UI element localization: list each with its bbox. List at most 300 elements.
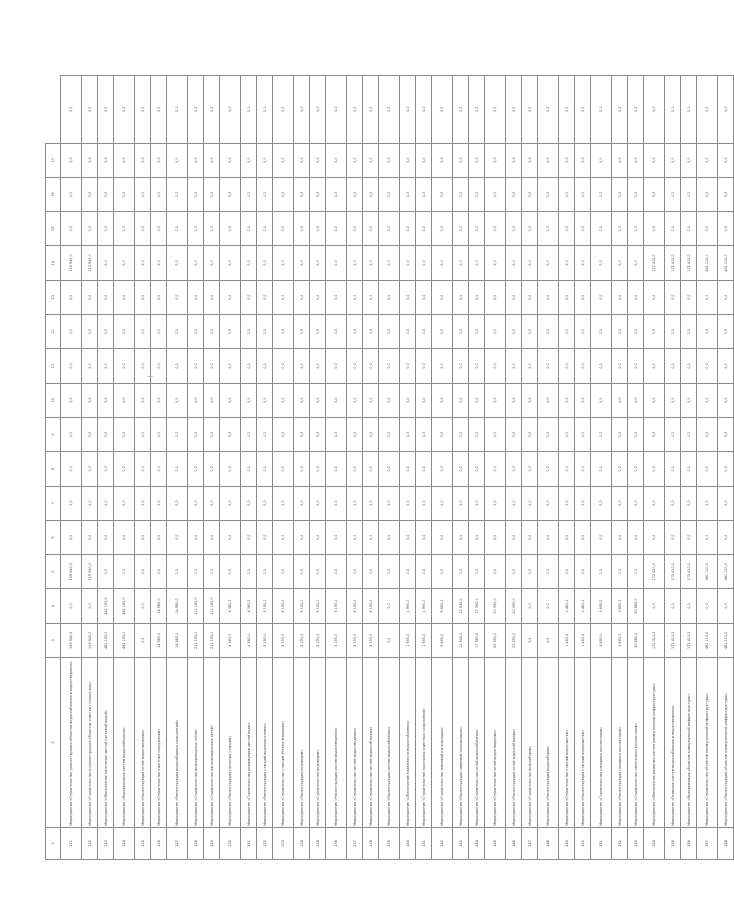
value-cell: 0,0 [151,76,167,144]
value-cell: 0,0 [273,143,294,177]
value-cell: 0,0 [326,555,347,589]
value-cell: 0,0 [681,452,697,486]
value-cell: 0,0 [559,383,575,417]
value-cell: 159 940,0 [61,555,82,589]
value-cell: 0,0 [538,589,559,623]
value-cell: 0,0 [241,452,257,486]
value-cell: 0,0 [204,452,220,486]
row-code: 137 [347,828,363,860]
value-cell: 1 990,0 [416,589,432,623]
value-cell: 0,0 [416,555,432,589]
value-cell: 0,0 [98,315,114,349]
value-cell: 0,0 [718,417,734,451]
value-cell: 5 190,0 [363,623,379,657]
value-cell: 0,0 [681,520,697,554]
value-cell: 0,0 [220,383,241,417]
value-cell: 0,0 [151,280,167,314]
row-code: 129 [204,828,220,860]
value-cell: 0,0 [485,383,506,417]
value-cell: 0,0 [485,417,506,451]
row-description: Мероприятие «Реконструкция систем водоотведения» [326,658,347,828]
value-cell: 0,0 [151,246,167,280]
value-cell: 0,0 [379,486,400,520]
row-description: Мероприятие «Реконструкция водоводов» [294,658,310,828]
value-cell: 0,0 [432,143,453,177]
value-cell: 0,0 [718,349,734,383]
value-cell: 0,0 [644,417,665,451]
row-description: Мероприятие «Строительство водозаборов» [522,658,538,828]
value-cell: 0,0 [522,623,538,657]
value-cell: 0,0 [188,246,204,280]
value-cell: 20 390,0 [485,623,506,657]
row-code: 148 [538,828,559,860]
value-cell: 0,0 [432,212,453,246]
value-cell: 0,0 [135,315,151,349]
row-description: Мероприятие «Развитие систем водоснабжения и водоотведения» [665,658,681,828]
value-cell: 0,0 [310,177,326,211]
value-cell: 0,0 [506,177,522,211]
value-cell: 0,0 [135,589,151,623]
row-description: Мероприятие «Строительство канализационных сетей» [204,658,220,828]
value-cell: 0,0 [416,349,432,383]
value-cell: 0,0 [294,452,310,486]
value-cell: 0,0 [257,280,273,314]
value-cell: 0,0 [151,383,167,417]
value-cell: 0,0 [522,212,538,246]
value-cell: 0,0 [379,520,400,554]
value-cell: 0,0 [628,520,644,554]
value-cell: 0,0 [559,76,575,144]
value-cell: 0,0 [82,177,98,211]
value-cell: 0,0 [135,349,151,383]
value-cell: 0,0 [575,315,591,349]
value-cell: 0,0 [379,589,400,623]
value-cell: 0,0 [697,383,718,417]
row-code: 153 [628,828,644,860]
value-cell: 0,0 [612,177,628,211]
value-cell: 0,0 [310,280,326,314]
value-cell: 0,0 [326,246,347,280]
value-cell: 0,0 [135,212,151,246]
value-cell: 0,0 [82,315,98,349]
value-cell: 0,0 [538,555,559,589]
value-cell: 0,0 [697,212,718,246]
value-cell: 0,0 [612,349,628,383]
value-cell: 0,0 [628,246,644,280]
value-cell: 0,0 [347,486,363,520]
value-cell: 0,0 [469,315,485,349]
value-cell: 4 380,0 [241,623,257,657]
value-cell: 0,0 [665,417,681,451]
value-cell: 0,0 [347,280,363,314]
value-cell: 0,0 [591,143,612,177]
value-cell: 0,0 [591,76,612,144]
value-cell: 0,0 [522,452,538,486]
value-cell: 461 110,0 [697,623,718,657]
value-cell: 461 190,0 [114,589,135,623]
value-cell: 461 190,0 [114,623,135,657]
value-cell: 0,0 [204,349,220,383]
value-cell: 0,0 [326,349,347,383]
value-cell: 0,0 [644,520,665,554]
row-code: 141 [416,828,432,860]
value-cell: 0,0 [628,452,644,486]
row-code: 132 [257,828,273,860]
value-cell: 0,0 [575,520,591,554]
value-cell: 0,0 [135,177,151,211]
value-cell: 0,0 [326,76,347,144]
value-cell: 0,0 [114,555,135,589]
value-cell: 0,0 [559,143,575,177]
value-cell: 211 190,0 [204,623,220,657]
value-cell: 0,0 [591,383,612,417]
value-cell: 0,0 [522,349,538,383]
row-description: Мероприятие «Реконструкция сетей водоотведения» [135,658,151,828]
value-cell: 0,0 [82,417,98,451]
value-cell: 461 110,0 [718,555,734,589]
value-cell: 0,0 [416,246,432,280]
table-row [347,76,363,860]
value-cell: 0,0 [135,486,151,520]
value-cell: 0,0 [559,417,575,451]
value-cell: 0,0 [379,246,400,280]
row-description: Мероприятие «Строительство напорных коллекторов» [591,658,612,828]
row-description: Мероприятие «Строительство сетей водоотведения» [485,658,506,828]
value-cell: 0,0 [326,417,347,451]
value-cell: 0,0 [294,76,310,144]
value-cell: 0,0 [82,212,98,246]
value-cell: 0,0 [400,280,416,314]
value-cell: 0,0 [559,520,575,554]
row-code: 146 [506,828,522,860]
value-cell: 0,0 [379,349,400,383]
value-cell: 172 410,0 [665,623,681,657]
value-cell: 17 360,0 [469,623,485,657]
value-cell: 0,0 [167,486,188,520]
value-cell: 0,0 [188,280,204,314]
value-cell: 0,0 [612,212,628,246]
value-cell: 0,0 [114,143,135,177]
value-cell: 0,0 [469,280,485,314]
table-row [485,76,506,860]
value-cell: 4 380,0 [220,623,241,657]
row-code: 158 [718,828,734,860]
value-cell: 159 940,0 [61,623,82,657]
value-cell: 0,0 [241,143,257,177]
value-cell: 0,0 [273,555,294,589]
value-cell: 211 190,0 [188,623,204,657]
value-cell: 0,0 [98,383,114,417]
value-cell: 0,0 [485,349,506,383]
value-cell: 0,0 [204,280,220,314]
value-cell: 0,0 [379,315,400,349]
value-cell: 0,0 [718,315,734,349]
value-cell: 0,0 [82,143,98,177]
value-cell: 0,0 [241,76,257,144]
value-cell: 0,0 [453,486,469,520]
value-cell: 5 190,0 [310,623,326,657]
value-cell: 0,0 [294,280,310,314]
value-cell: 20 390,0 [506,589,522,623]
row-code: 155 [665,828,681,860]
value-cell: 0,0 [151,452,167,486]
value-cell: 0,0 [61,383,82,417]
value-cell: 0,0 [718,452,734,486]
value-cell: 0,0 [310,417,326,451]
value-cell: 0,0 [363,246,379,280]
value-cell: 461 110,0 [697,555,718,589]
value-cell: 0,0 [681,315,697,349]
value-cell: 1 460,0 [575,589,591,623]
value-cell: 0,0 [151,520,167,554]
value-cell: 0,0 [294,520,310,554]
value-cell: 0,0 [416,143,432,177]
value-cell: 0,0 [257,76,273,144]
value-cell: 0,0 [469,177,485,211]
value-cell: 0,0 [522,143,538,177]
table-row [135,76,151,860]
value-cell: 5 190,0 [294,623,310,657]
value-cell: 0,0 [257,555,273,589]
row-code: 151 [591,828,612,860]
table-row [400,76,416,860]
value-cell: 0,0 [61,76,82,144]
value-cell: 0,0 [416,383,432,417]
value-cell: 0,0 [591,177,612,211]
value-cell: 0,0 [273,315,294,349]
value-cell: 0,0 [681,143,697,177]
value-cell: 0,0 [257,143,273,177]
value-cell: 0,0 [61,143,82,177]
row-code: 150 [575,828,591,860]
value-cell: 0,0 [469,452,485,486]
value-cell: 0,0 [665,212,681,246]
column-number: 2 [46,658,61,828]
row-description: Мероприятие «Строительство и реконструкция объектов очистки сточных вод» [82,658,98,828]
value-cell: 0,0 [82,383,98,417]
value-cell: 0,0 [241,177,257,211]
value-cell: 0,0 [400,417,416,451]
value-cell: 5 190,0 [257,623,273,657]
row-description: Мероприятие «Реконструкция объектов коммунальной инфраструктуры» [718,658,734,828]
value-cell: 0,0 [257,177,273,211]
value-cell: 0,0 [294,555,310,589]
value-cell: 0,0 [432,452,453,486]
value-cell: 1 460,0 [559,623,575,657]
value-cell: 0,0 [220,452,241,486]
value-cell: 0,0 [347,315,363,349]
value-cell: 0,0 [432,280,453,314]
value-cell: 0,0 [644,76,665,144]
table-row [718,76,734,860]
value-cell: 0,0 [363,520,379,554]
value-cell: 0,0 [294,246,310,280]
value-cell: 20 390,0 [506,623,522,657]
value-cell: 0,0 [188,452,204,486]
value-cell: 0,0 [310,486,326,520]
value-cell: 0,0 [114,349,135,383]
table-row [432,76,453,860]
value-cell: 0,0 [326,452,347,486]
value-cell: 0,0 [697,520,718,554]
value-cell: 17 360,0 [469,589,485,623]
value-cell: 0,0 [485,486,506,520]
row-description: Мероприятие «Модернизация объектов коммунальной инфраструктуры» [681,658,697,828]
table-row [591,76,612,860]
value-cell: 0,0 [82,486,98,520]
table-row [61,76,82,860]
value-cell: 0,0 [522,589,538,623]
column-number: 13 [46,280,61,314]
value-cell: 0,0 [114,452,135,486]
value-cell: 0,0 [220,486,241,520]
value-cell: 0,0 [347,417,363,451]
value-cell: 0,0 [326,212,347,246]
value-cell: 0,0 [575,246,591,280]
value-cell: 0,0 [697,486,718,520]
value-cell: 0,0 [559,452,575,486]
table-row [453,76,469,860]
row-description: Мероприятие «Строительство резервуаров чистой воды» [241,658,257,828]
value-cell: 0,0 [135,452,151,486]
value-cell: 0,0 [257,383,273,417]
value-cell: 0,0 [257,349,273,383]
row-description: Мероприятие «Реконструкция водозаборных сооружений» [167,658,188,828]
column-number: 9 [46,417,61,451]
value-cell: 0,0 [522,76,538,144]
value-cell: 0,0 [575,76,591,144]
value-cell: 0,0 [61,349,82,383]
value-cell: 0,0 [432,383,453,417]
value-cell: 0,0 [167,520,188,554]
value-cell: 0,0 [151,555,167,589]
value-cell: 0,0 [220,417,241,451]
value-cell: 0,0 [363,486,379,520]
column-number: 15 [46,212,61,246]
value-cell: 0,0 [612,555,628,589]
value-cell: 0,0 [294,486,310,520]
value-cell: 0,0 [718,486,734,520]
row-description: Мероприятие «Строительство очистных сооружений» [151,658,167,828]
row-description: Мероприятие «Реконструкция напорных коллекторов» [612,658,628,828]
value-cell: 0,0 [220,212,241,246]
value-cell: 0,0 [522,520,538,554]
column-number: 1 [46,828,61,860]
value-cell: 0,0 [363,349,379,383]
value-cell: 0,0 [416,520,432,554]
value-cell: 0,0 [310,349,326,383]
value-cell: 0,0 [241,486,257,520]
row-code: 139 [379,828,400,860]
value-cell: 0,0 [204,417,220,451]
value-cell: 0,0 [453,383,469,417]
value-cell: 0,0 [167,452,188,486]
value-cell: 0,0 [612,417,628,451]
value-cell: 0,0 [469,212,485,246]
row-code: 123 [98,828,114,860]
value-cell: 5 190,0 [326,589,347,623]
value-cell: 0,0 [310,246,326,280]
column-number: 16 [46,177,61,211]
value-cell: 0,0 [241,246,257,280]
value-cell: 0,0 [363,76,379,144]
value-cell: 0,0 [114,76,135,144]
value-cell: 0,0 [241,520,257,554]
value-cell: 0,0 [485,452,506,486]
value-cell: 9 690,0 [432,623,453,657]
value-cell: 0,0 [681,280,697,314]
value-cell: 461 190,0 [98,623,114,657]
row-code: 145 [485,828,506,860]
value-cell: 0,0 [644,315,665,349]
value-cell: 0,0 [310,555,326,589]
row-description: Мероприятие «Строительство ливневой канализации» [432,658,453,828]
value-cell: 0,0 [135,246,151,280]
value-cell: 0,0 [506,349,522,383]
value-cell: 0,0 [628,76,644,144]
row-code: 142 [432,828,453,860]
row-description: Мероприятие «Строительство станций водоочистки» [559,658,575,828]
value-cell: 0,0 [379,452,400,486]
value-cell: 0,0 [61,452,82,486]
value-cell: 0,0 [718,177,734,211]
value-cell: 0,0 [506,520,522,554]
value-cell: 0,0 [188,315,204,349]
value-cell: 0,0 [82,589,98,623]
table-row [522,76,538,860]
value-cell: 0,0 [400,349,416,383]
value-cell: 5 190,0 [347,623,363,657]
value-cell: 0,0 [400,143,416,177]
value-cell: 0,0 [538,452,559,486]
value-cell: 0,0 [575,383,591,417]
value-cell: 0,0 [204,520,220,554]
value-cell: 0,0 [204,143,220,177]
value-cell: 0,0 [665,280,681,314]
value-cell: 0,0 [718,280,734,314]
value-cell: 0,0 [575,452,591,486]
value-cell: 211 190,0 [188,589,204,623]
value-cell: 0,0 [485,177,506,211]
column-number: 17 [46,143,61,177]
value-cell: 20 390,0 [485,589,506,623]
value-cell: 5 190,0 [273,623,294,657]
value-cell: 0,0 [644,212,665,246]
value-cell: 0,0 [151,417,167,451]
column-number: 11 [46,349,61,383]
value-cell: 0,0 [644,383,665,417]
value-cell: 0,0 [538,417,559,451]
value-cell: 0,0 [167,383,188,417]
value-cell: 0,0 [644,280,665,314]
value-cell: 0,0 [416,76,432,144]
value-cell: 0,0 [697,315,718,349]
row-code: 122 [82,828,98,860]
row-description: Мероприятие «Строительство систем водоснабжения» [363,658,379,828]
value-cell: 0,0 [61,212,82,246]
row-description: Мероприятие «Реконструкция станций водоочистки» [575,658,591,828]
value-cell: 0,0 [538,246,559,280]
value-cell: 5 190,0 [363,589,379,623]
value-cell: 0,0 [241,212,257,246]
row-code: 138 [363,828,379,860]
value-cell: 461 110,0 [718,246,734,280]
value-cell: 0,0 [257,315,273,349]
value-cell: 0,0 [522,246,538,280]
value-cell: 0,0 [538,486,559,520]
value-cell: 0,0 [416,177,432,211]
value-cell: 211 190,0 [204,589,220,623]
